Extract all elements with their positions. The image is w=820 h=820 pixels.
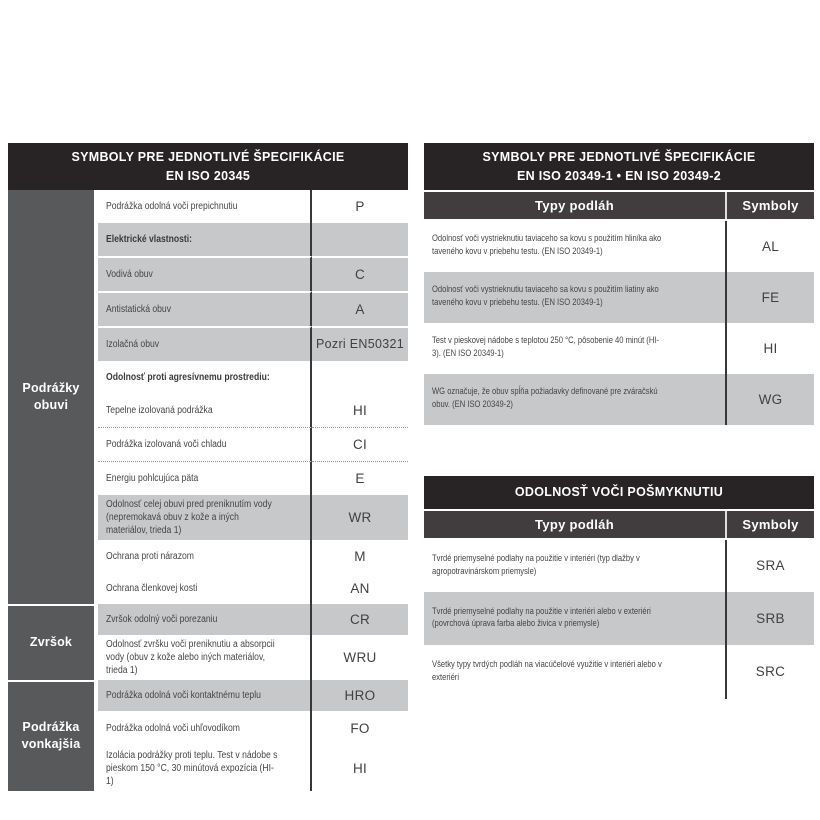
spec-row-desc	[98, 461, 312, 495]
spec-row-desc	[98, 427, 312, 461]
spec-label: Podrážka odolná voči kontaktnému teplu	[106, 689, 261, 701]
spec-row-symbol: AN	[312, 573, 408, 604]
spec-row-desc	[98, 361, 312, 394]
spec-row-desc	[98, 223, 312, 256]
spec-label: Vodivá obuv	[106, 268, 153, 280]
spec-label: Tepelne izolovaná podrážka	[106, 404, 213, 416]
spec-row-symbol: A	[312, 291, 408, 326]
spec-label: Ochrana proti nárazom	[106, 550, 194, 562]
column-header-floor-types: Typy podláh	[424, 511, 727, 538]
floor-type-desc	[424, 540, 727, 592]
floor-type-desc	[424, 221, 727, 272]
floor-type-label: Tvrdé priemyselné podlahy na použitie v interiéri alebo v exteriéri (povrchová úprava farba alebo živica v priemysle)	[432, 605, 651, 630]
spec-row-symbol: WR	[312, 495, 408, 540]
spec-row-symbol: P	[312, 190, 408, 223]
floor-type-label: Odolnosť voči vystrieknutiu taviaceho sa kovu s použitím hliníka ako taveného kovu v priebehu testu. (EN ISO 20349-1)	[432, 233, 662, 257]
spec-row-desc	[98, 680, 312, 711]
spec-row-desc	[98, 394, 312, 427]
floor-type-desc	[424, 645, 727, 699]
spec-label: Podrážka odolná voči prepichnutiu	[106, 200, 238, 212]
column-header-row	[424, 509, 814, 538]
spec-label: Podrážka odolná voči uhľovodíkom	[106, 722, 240, 734]
spec-row-symbol: HI	[312, 746, 408, 791]
title-line-2: EN ISO 20345	[165, 168, 251, 183]
spec-label: Odolnosť zvršku voči preniknutiu a absorpcii vody (obuv z kože alebo iných materiálov, trieda 1)	[106, 638, 275, 676]
category-label: Podrážky obuvi	[22, 380, 80, 412]
floor-type-symbol: FE	[727, 272, 814, 323]
floor-type-symbol: SRB	[727, 592, 814, 645]
spec-row-symbol: C	[312, 256, 408, 291]
spec-row-symbol: WRU	[312, 635, 408, 680]
floor-type-label: Test v pieskovej nádobe s teplotou 250 °C, pôsobenie 40 minút (HI-3). (EN ISO 20349-1)	[432, 335, 659, 359]
spec-row-symbol: HRO	[312, 680, 408, 711]
spec-label: Odolnosť proti agresívnemu prostrediu:	[106, 371, 270, 383]
column-header-row	[424, 190, 814, 219]
spec-row-desc	[98, 190, 312, 223]
spec-label: Antistatická obuv	[106, 303, 172, 315]
table-slip-resistance-title	[424, 476, 814, 509]
table-slip-resistance	[424, 476, 814, 699]
column-header-floor-types: Typy podláh	[424, 192, 727, 219]
floor-type-desc	[424, 323, 727, 374]
column-header-symbols: Symboly	[742, 197, 799, 213]
floor-type-label: Všetky typy tvrdých podláh na viacúčelové využitie v interiéri alebo v exteriéri	[432, 659, 662, 683]
spec-row-desc	[98, 291, 312, 326]
category-cell-podrazky-obuvi	[8, 190, 98, 604]
spec-row-symbol: M	[312, 540, 408, 573]
spec-row-desc	[98, 573, 312, 604]
table-en-iso-20349-title	[424, 143, 814, 190]
spec-row-desc	[98, 711, 312, 746]
category-label: Zvršok	[29, 635, 73, 650]
spec-row-symbol	[312, 223, 408, 256]
spec-row-desc	[98, 635, 312, 680]
floor-type-desc	[424, 272, 727, 323]
spec-label: Izolačná obuv	[106, 338, 160, 350]
category-label: Podrážka vonkajšia	[21, 720, 81, 751]
spec-row-symbol: Pozri EN50321	[312, 326, 408, 361]
table-en-iso-20345-title	[8, 143, 408, 190]
spec-row-symbol: CR	[312, 604, 408, 635]
floor-type-symbol: SRC	[727, 645, 814, 699]
spec-row-symbol: CI	[312, 427, 408, 461]
floor-type-symbol: AL	[727, 221, 814, 272]
spec-row-desc	[98, 540, 312, 573]
spec-row-symbol: E	[312, 461, 408, 495]
spec-label: Zvršok odolný voči porezaniu	[106, 613, 218, 625]
floor-type-label: Tvrdé priemyselné podlahy na použitie v interiéri (typ dlažby v agropotravinárskom priemysle)	[432, 553, 640, 577]
spec-row-symbol: HI	[312, 394, 408, 427]
spec-row-desc	[98, 604, 312, 635]
category-cell-zvrsok	[8, 604, 98, 680]
spec-row-desc	[98, 256, 312, 291]
spec-row-desc	[98, 746, 312, 791]
floor-type-symbol: SRA	[727, 540, 814, 592]
table-slip-resistance-body	[424, 538, 814, 699]
title-line-1: SYMBOLY PRE JEDNOTLIVÉ ŠPECIFIKÁCIE	[482, 150, 756, 164]
title-line-2: EN ISO 20349-1 • EN ISO 20349-2	[516, 168, 722, 183]
spec-row-desc	[98, 495, 312, 540]
table-en-iso-20349	[424, 143, 814, 425]
table-en-iso-20349-body	[424, 219, 814, 425]
floor-type-symbol: HI	[727, 323, 814, 374]
floor-type-label: WG označuje, že obuv spĺňa požiadavky definované pre zváračskú obuv. (EN ISO 20349-2)	[432, 386, 658, 410]
table-en-iso-20345-body	[8, 190, 408, 791]
spec-row-symbol	[312, 361, 408, 394]
floor-type-desc	[424, 592, 727, 645]
column-header-symbols: Symboly	[742, 516, 799, 532]
floor-type-desc	[424, 374, 727, 425]
category-cell-podrazka-vonkajsia	[8, 680, 98, 791]
title-line-1: ODOLNOSŤ VOČI POŠMYKNUTIU	[514, 485, 724, 499]
floor-type-symbol: WG	[727, 374, 814, 425]
spec-row-desc	[98, 326, 312, 361]
spec-label: Odolnosť celej obuvi pred preniknutím vody (nepremokavá obuv z kože a iných materiálov, trieda 1)	[106, 498, 272, 536]
spec-label: Ochrana členkovej kosti	[106, 582, 198, 594]
spec-label: Elektrické vlastnosti:	[106, 233, 193, 245]
title-line-1: SYMBOLY PRE JEDNOTLIVÉ ŠPECIFIKÁCIE	[71, 150, 345, 164]
floor-type-label: Odolnosť voči vystrieknutiu taviaceho sa kovu s použitím liatiny ako taveného kovu v priebehu testu. (EN ISO 20349-1)	[432, 284, 659, 308]
spec-label: Energiu pohlcujúca päta	[106, 472, 199, 484]
spec-label: Podrážka izolovaná voči chladu	[106, 438, 227, 450]
spec-row-symbol: FO	[312, 711, 408, 746]
spec-label: Izolácia podrážky proti teplu. Test v nádobe s pieskom 150 °C, 30 minútová expozícia (HI-1)	[106, 749, 278, 787]
table-en-iso-20345	[8, 143, 408, 791]
